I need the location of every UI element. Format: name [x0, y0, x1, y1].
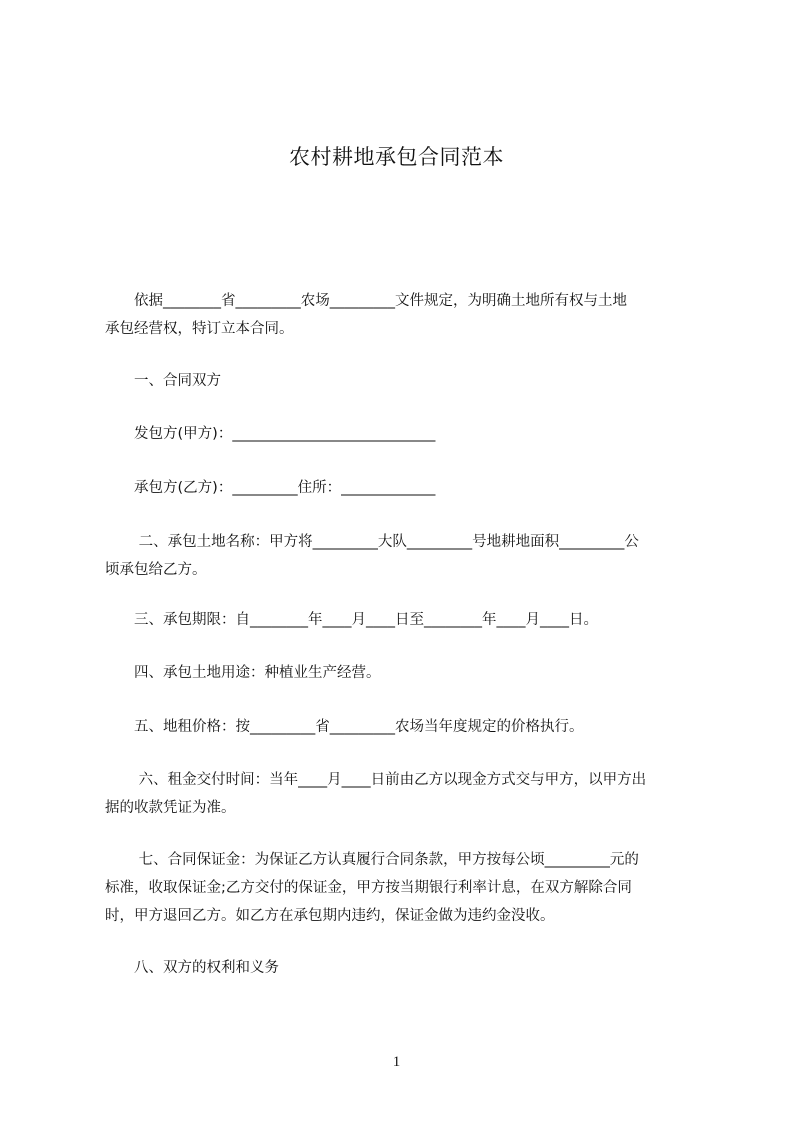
- section-6-line-1: 六、租金交付时间：当年____月____日前由乙方以现金方式交与甲方，以甲方出: [105, 772, 647, 788]
- section-6-paragraph: [105, 766, 700, 822]
- document-title: 农村耕地承包合同范本: [289, 145, 504, 169]
- intro-line-2: 承包经营权，特订立本合同。: [105, 321, 294, 337]
- section-7-line-3: 时，甲方退回乙方。如乙方在承包期内违约，保证金做为违约金没收。: [105, 908, 555, 924]
- section-6-line-2: 据的收款凭证为准。: [105, 800, 236, 816]
- section-5-paragraph: 五、地租价格：按_________省_________农场当年度规定的价格执行。: [105, 719, 584, 735]
- page-number: 1: [392, 1054, 401, 1070]
- section-7-line-2: 标准，收取保证金;乙方交付的保证金，甲方按当期银行利率计息，在双方解除合同: [105, 880, 632, 896]
- section-2-line-1: 二、承包土地名称：甲方将_________大队_________号地耕地面积_________公: [105, 534, 639, 550]
- section-8-heading: 八、双方的权利和义务: [105, 960, 279, 976]
- section-7-line-1: 七、合同保证金：为保证乙方认真履行合同条款，甲方按每公顷_________元的: [105, 852, 639, 868]
- section-2-line-2: 顷承包给乙方。: [105, 562, 207, 578]
- section-4-paragraph: 四、承包土地用途：种植业生产经营。: [105, 665, 381, 681]
- intro-line-1: 依据________省_________农场_________文件规定，为明确土地所有权与土地: [105, 293, 627, 309]
- section-7-paragraph: [105, 846, 700, 930]
- party-b-line: 承包方(乙方)：_________住所：_____________: [105, 480, 436, 496]
- section-1-heading: 一、合同双方: [105, 373, 221, 389]
- section-3-paragraph: 三、承包期限：自________年____月____日至________年____月____日。: [105, 612, 598, 628]
- intro-paragraph: [105, 287, 700, 343]
- party-a-line: 发包方(甲方)：____________________________: [105, 426, 436, 442]
- section-2-paragraph: [105, 528, 700, 584]
